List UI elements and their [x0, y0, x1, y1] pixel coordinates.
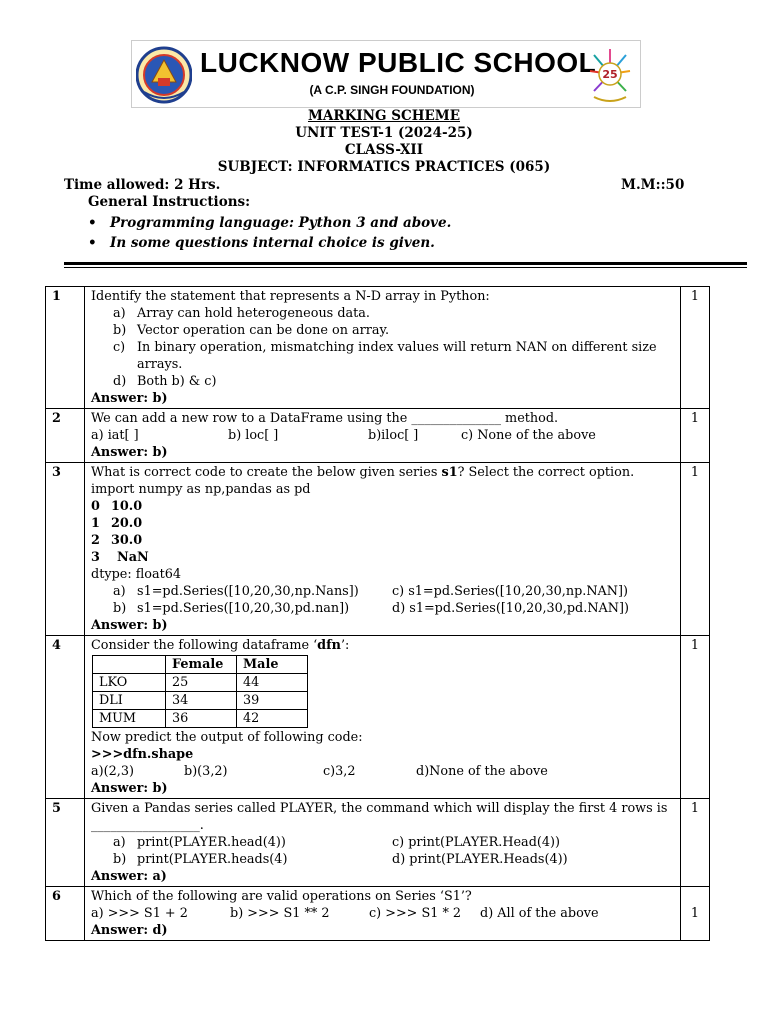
question-body	[85, 409, 681, 463]
answer: Answer: d)	[91, 923, 168, 938]
question-body	[85, 636, 681, 799]
instruction-item: • Programming language: Python 3 and above.	[88, 215, 452, 231]
question-marks: 1	[681, 887, 710, 941]
option: b) loc[ ]	[228, 428, 279, 443]
dataframe-row: MUM 36 42	[93, 710, 308, 728]
max-marks: M.M::50	[621, 177, 685, 193]
code-line: >>>dfn.shape	[91, 747, 194, 762]
question-row-6	[46, 887, 710, 941]
question-text: Identify the statement that represents a N-D array in Python:	[91, 289, 490, 304]
option: d) print(PLAYER.Heads(4))	[392, 852, 568, 867]
time-allowed: Time allowed: 2 Hrs.	[64, 177, 221, 193]
dataframe-row: LKO 25 44	[93, 674, 308, 692]
divider-thin	[64, 267, 747, 268]
question-body	[85, 799, 681, 887]
series-row: 1 20.0	[91, 516, 143, 531]
option: c) >>> S1 * 2	[369, 906, 462, 921]
question-number: 4	[46, 636, 85, 799]
option: b) Vector operation can be done on array.	[113, 323, 390, 338]
option: a) Array can hold heterogeneous data.	[113, 306, 370, 321]
predict-text: Now predict the output of following code:	[91, 730, 363, 745]
option: print(PLAYER.heads(4)	[137, 852, 288, 867]
option: a)(2,3)	[91, 764, 134, 779]
questions-table	[45, 286, 710, 941]
answer: Answer: a)	[91, 869, 167, 884]
option: c) In binary operation, mismatching index values will return NAN on different size arrays.	[113, 340, 657, 372]
option: c) s1=pd.Series([10,20,30,np.NAN])	[392, 584, 628, 599]
class-title: CLASS-XII	[344, 142, 424, 158]
question-marks: 1	[681, 636, 710, 799]
option: d) Both b) & c)	[113, 374, 217, 389]
bullet-icon: •	[88, 215, 97, 231]
option: c) None of the above	[461, 428, 596, 443]
option: b) >>> S1 ** 2	[230, 906, 330, 921]
answer: Answer: b)	[91, 445, 168, 460]
divider-thick	[64, 262, 747, 265]
option: s1=pd.Series([10,20,30,np.Nans])	[137, 584, 359, 599]
options-row: a) print(PLAYER.head(4)) c) print(PLAYER.Head(4))	[113, 835, 561, 850]
answer: Answer: b)	[91, 391, 168, 406]
column-header: Male	[237, 656, 308, 674]
question-number: 6	[46, 887, 85, 941]
marking-scheme-title: MARKING SCHEME	[307, 108, 461, 124]
option: d) All of the above	[480, 906, 599, 921]
question-number: 2	[46, 409, 85, 463]
option: print(PLAYER.head(4))	[137, 835, 286, 850]
question-marks: 1	[681, 287, 710, 409]
question-marks: 1	[681, 799, 710, 887]
options-row: b) s1=pd.Series([10,20,30,pd.nan]) d) s1=pd.Series([10,20,30,pd.NAN])	[113, 601, 629, 616]
question-row-1	[46, 287, 710, 409]
series-row: 0 10.0	[91, 499, 143, 514]
question-marks: 1	[681, 409, 710, 463]
question-row-5	[46, 799, 710, 887]
question-text: Which of the following are valid operations on Series ‘S1’?	[91, 889, 472, 904]
school-crest-logo	[136, 44, 192, 110]
question-number: 1	[46, 287, 85, 409]
question-body	[85, 287, 681, 409]
question-body	[85, 463, 681, 636]
option: d) s1=pd.Series([10,20,30,pd.NAN])	[392, 601, 629, 616]
option: a) >>> S1 + 2	[91, 906, 188, 921]
options-row: a) s1=pd.Series([10,20,30,np.Nans]) c) s1=pd.Series([10,20,30,np.NAN])	[113, 584, 628, 599]
option: d)None of the above	[416, 764, 548, 779]
dataframe-row: DLI 34 39	[93, 692, 308, 710]
option: c)3,2	[323, 764, 356, 779]
options-row: b) print(PLAYER.heads(4) d) print(PLAYER.Heads(4))	[113, 852, 568, 867]
options-row	[91, 905, 674, 922]
answer: Answer: b)	[91, 781, 168, 796]
option: b)(3,2)	[184, 764, 228, 779]
question-row-2	[46, 409, 710, 463]
school-letterhead	[131, 40, 641, 108]
question-text: Consider the following dataframe ‘dfn’:	[91, 638, 350, 653]
option: c) print(PLAYER.Head(4))	[392, 835, 561, 850]
question-marks: 1	[681, 463, 710, 636]
answer: Answer: b)	[91, 618, 168, 633]
question-body	[85, 887, 681, 941]
question-number: 3	[46, 463, 85, 636]
subject-title: SUBJECT: INFORMATICS PRACTICES (065)	[217, 159, 551, 175]
general-instructions-heading: General Instructions:	[88, 194, 251, 210]
options-row	[91, 763, 674, 780]
test-title: UNIT TEST-1 (2024-25)	[295, 125, 473, 141]
column-header: Female	[166, 656, 237, 674]
school-name: LUCKNOW PUBLIC SCHOOL	[200, 47, 597, 78]
dataframe-table	[92, 655, 308, 728]
dataframe-header-row	[93, 656, 308, 674]
answer-blank: _________________.	[91, 818, 204, 833]
foundation-name: (A C.P. SINGH FOUNDATION)	[309, 83, 475, 97]
option: a) iat[ ]	[91, 428, 139, 443]
svg-text:25: 25	[602, 68, 618, 81]
question-text: What is correct code to create the below given series s1? Select the correct option.	[91, 465, 635, 480]
question-row-3	[46, 463, 710, 636]
series-row: 3 NaN	[91, 550, 149, 565]
question-row-4	[46, 636, 710, 799]
question-number: 5	[46, 799, 85, 887]
option: s1=pd.Series([10,20,30,pd.nan])	[137, 601, 350, 616]
instruction-item: • In some questions internal choice is given.	[88, 235, 435, 251]
option: b)iloc[ ]	[368, 428, 419, 443]
question-text: We can add a new row to a DataFrame using the ______________ method.	[91, 411, 559, 426]
anniversary-logo	[586, 43, 634, 109]
series-row: 2 30.0	[91, 533, 143, 548]
bullet-icon: •	[88, 235, 97, 251]
options-row	[91, 427, 674, 444]
dtype-line: dtype: float64	[91, 567, 182, 582]
import-line: import numpy as np,pandas as pd	[91, 482, 311, 497]
question-text: Given a Pandas series called PLAYER, the command which will display the first 4 rows is	[91, 801, 668, 816]
